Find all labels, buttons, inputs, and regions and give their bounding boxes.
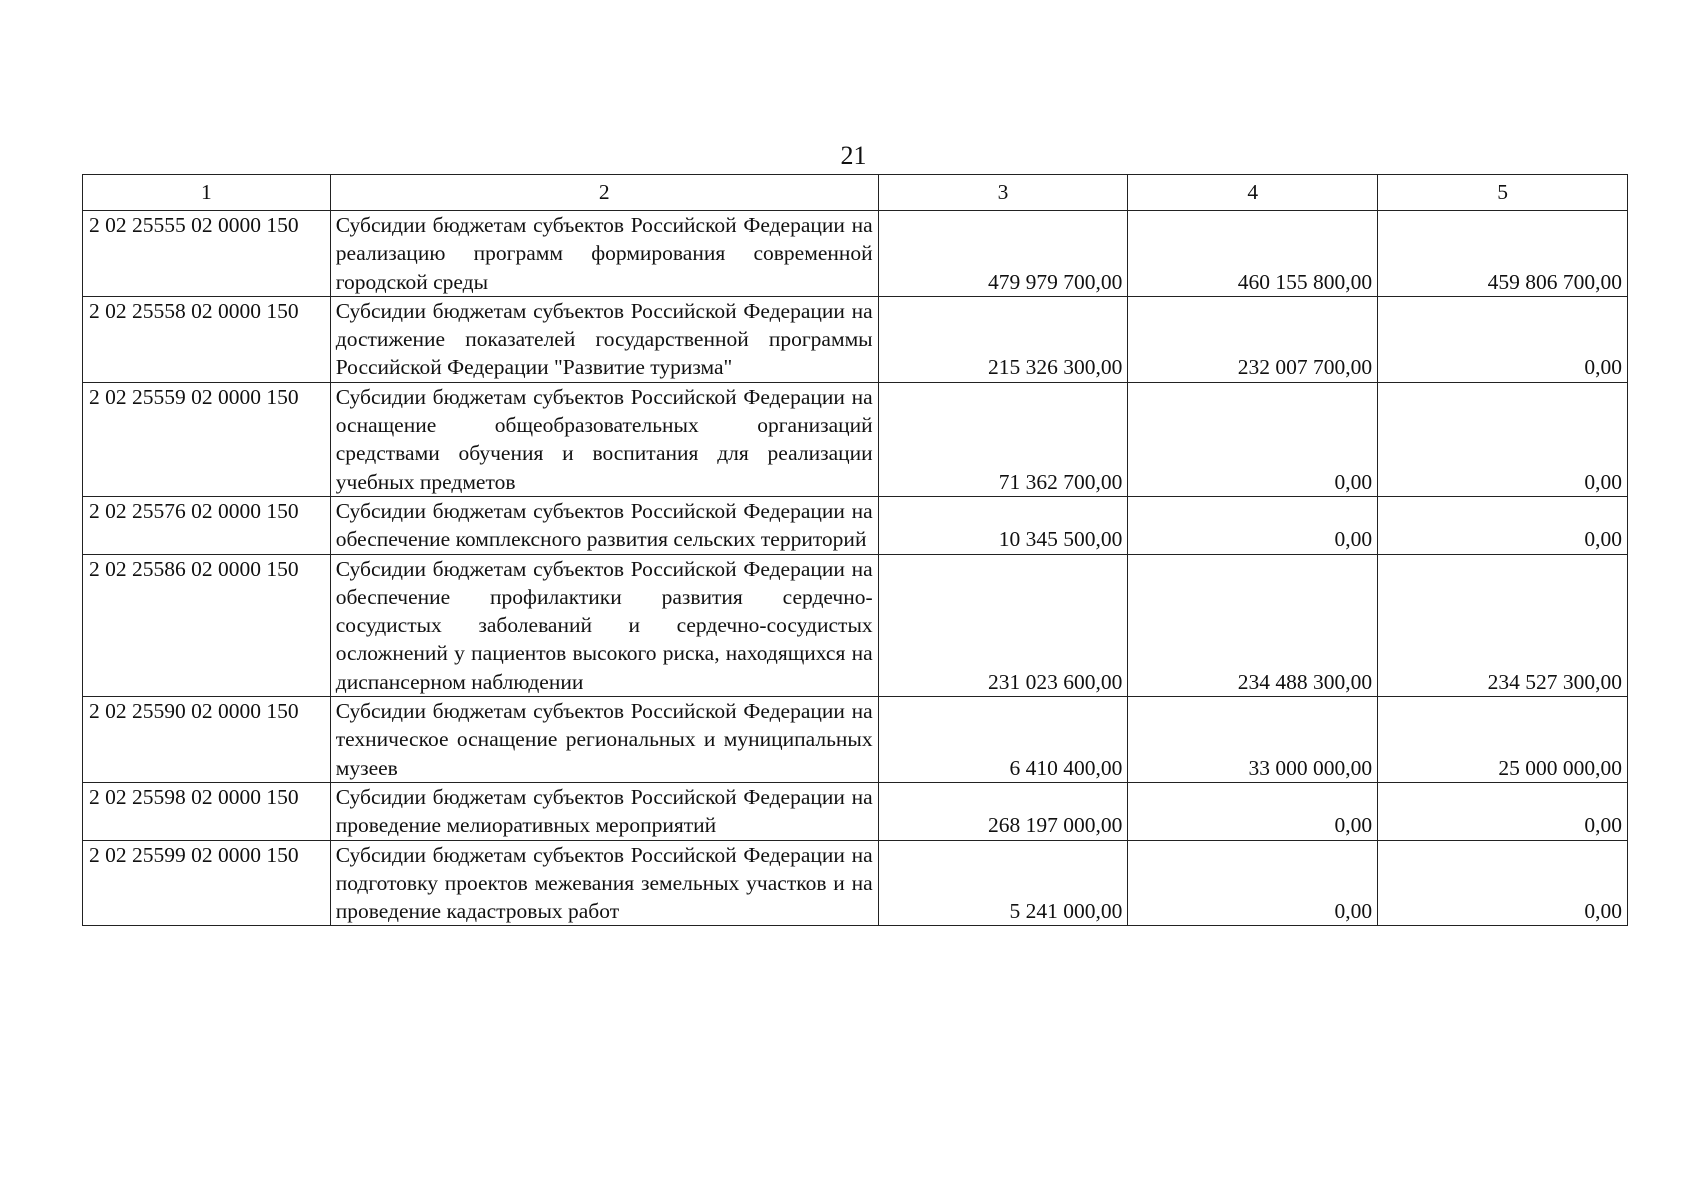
amount-col4: 0,00 bbox=[1128, 496, 1378, 554]
amount-col4: 460 155 800,00 bbox=[1128, 211, 1378, 297]
amount-col4: 0,00 bbox=[1128, 840, 1378, 926]
amount-col5: 459 806 700,00 bbox=[1378, 211, 1628, 297]
amount-col3: 6 410 400,00 bbox=[878, 697, 1128, 783]
amount-col5: 25 000 000,00 bbox=[1378, 697, 1628, 783]
description: Субсидии бюджетам субъектов Российской Федерации на подготовку проектов межевания земельных участков и на проведение кадастровых работ bbox=[330, 840, 878, 926]
column-header-4: 4 bbox=[1128, 175, 1378, 211]
budget-code: 2 02 25555 02 0000 150 bbox=[83, 211, 331, 297]
table-row bbox=[83, 382, 1628, 496]
description: Субсидии бюджетам субъектов Российской Федерации на обеспечение профилактики развития сердечно-сосудистых заболеваний и сердечно-сосудистых осложнений у пациентов высокого риска, находящихся на диспансерном наблюдении bbox=[330, 554, 878, 696]
amount-col4: 234 488 300,00 bbox=[1128, 554, 1378, 696]
table-row bbox=[83, 554, 1628, 696]
budget-code: 2 02 25598 02 0000 150 bbox=[83, 782, 331, 840]
description: Субсидии бюджетам субъектов Российской Федерации на достижение показателей государственной программы Российской Федерации "Развитие туризма" bbox=[330, 296, 878, 382]
description: Субсидии бюджетам субъектов Российской Федерации на оснащение общеобразовательных организаций средствами обучения и воспитания для реализации учебных предметов bbox=[330, 382, 878, 496]
amount-col3: 5 241 000,00 bbox=[878, 840, 1128, 926]
amount-col3: 479 979 700,00 bbox=[878, 211, 1128, 297]
description: Субсидии бюджетам субъектов Российской Федерации на проведение мелиоративных мероприятий bbox=[330, 782, 878, 840]
column-header-2: 2 bbox=[330, 175, 878, 211]
page-number: 21 bbox=[840, 141, 867, 170]
budget-table bbox=[82, 174, 1628, 926]
amount-col5: 0,00 bbox=[1378, 840, 1628, 926]
amount-col5: 0,00 bbox=[1378, 382, 1628, 496]
budget-code: 2 02 25559 02 0000 150 bbox=[83, 382, 331, 496]
amount-col4: 0,00 bbox=[1128, 382, 1378, 496]
table-header-row bbox=[83, 175, 1628, 211]
table-row bbox=[83, 840, 1628, 926]
description: Субсидии бюджетам субъектов Российской Федерации на реализацию программ формирования современной городской среды bbox=[330, 211, 878, 297]
table-row bbox=[83, 211, 1628, 297]
amount-col5: 234 527 300,00 bbox=[1378, 554, 1628, 696]
column-header-3: 3 bbox=[878, 175, 1128, 211]
budget-code: 2 02 25586 02 0000 150 bbox=[83, 554, 331, 696]
amount-col5: 0,00 bbox=[1378, 496, 1628, 554]
column-header-1: 1 bbox=[83, 175, 331, 211]
budget-code: 2 02 25558 02 0000 150 bbox=[83, 296, 331, 382]
column-header-5: 5 bbox=[1378, 175, 1628, 211]
budget-code: 2 02 25590 02 0000 150 bbox=[83, 697, 331, 783]
amount-col3: 215 326 300,00 bbox=[878, 296, 1128, 382]
amount-col5: 0,00 bbox=[1378, 296, 1628, 382]
amount-col5: 0,00 bbox=[1378, 782, 1628, 840]
amount-col4: 0,00 bbox=[1128, 782, 1378, 840]
amount-col3: 231 023 600,00 bbox=[878, 554, 1128, 696]
amount-col4: 33 000 000,00 bbox=[1128, 697, 1378, 783]
description: Субсидии бюджетам субъектов Российской Федерации на обеспечение комплексного развития сельских территорий bbox=[330, 496, 878, 554]
table-row bbox=[83, 782, 1628, 840]
description: Субсидии бюджетам субъектов Российской Федерации на техническое оснащение региональных и муниципальных музеев bbox=[330, 697, 878, 783]
budget-code: 2 02 25576 02 0000 150 bbox=[83, 496, 331, 554]
table-row bbox=[83, 296, 1628, 382]
amount-col3: 268 197 000,00 bbox=[878, 782, 1128, 840]
budget-code: 2 02 25599 02 0000 150 bbox=[83, 840, 331, 926]
amount-col4: 232 007 700,00 bbox=[1128, 296, 1378, 382]
amount-col3: 71 362 700,00 bbox=[878, 382, 1128, 496]
amount-col3: 10 345 500,00 bbox=[878, 496, 1128, 554]
table-row bbox=[83, 496, 1628, 554]
table-row bbox=[83, 697, 1628, 783]
